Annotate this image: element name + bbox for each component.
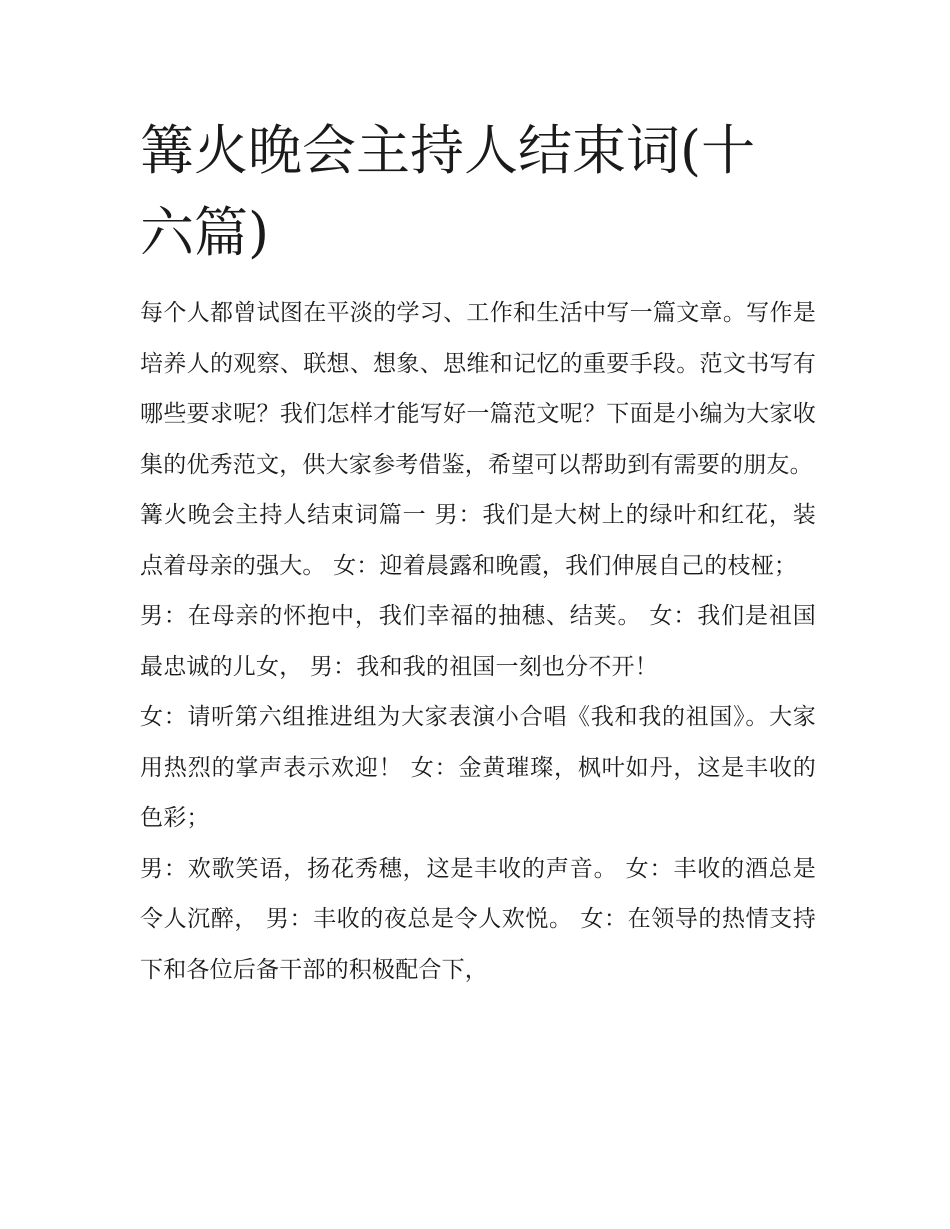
document-page	[140, 110, 816, 995]
body-paragraph: 男：欢歌笑语，扬花秀穗，这是丰收的声音。 女：丰收的酒总是令人沉醉， 男：丰收的夜总是令人欢悦。 女：在领导的热情支持下和各位后备干部的积极配合下，	[140, 855, 816, 983]
document-title: 篝火晚会主持人结束词(十六篇)	[140, 119, 756, 264]
body-paragraph: 男：在母亲的怀抱中，我们幸福的抽穗、结荚。 女：我们是祖国最忠诚的儿女， 男：我和我的祖国一刻也分不开！	[140, 603, 816, 680]
intro-paragraph: 每个人都曾试图在平淡的学习、工作和生活中写一篇文章。写作是培养人的观察、联想、想象、思维和记忆的重要手段。范文书写有哪些要求呢？我们怎样才能写好一篇范文呢？下面是小编为大家收集的优秀范文，供大家参考借鉴，希望可以帮助到有需要的朋友。	[140, 300, 816, 478]
body-paragraph: 篝火晚会主持人结束词篇一 男：我们是大树上的绿叶和红花，装点着母亲的强大。 女：迎着晨露和晚霞，我们伸展自己的枝桠；	[140, 502, 816, 579]
body-paragraph: 女：请听第六组推进组为大家表演小合唱《我和我的祖国》。大家用热烈的掌声表示欢迎！ 女：金黄璀璨，枫叶如丹，这是丰收的色彩；	[140, 704, 816, 831]
